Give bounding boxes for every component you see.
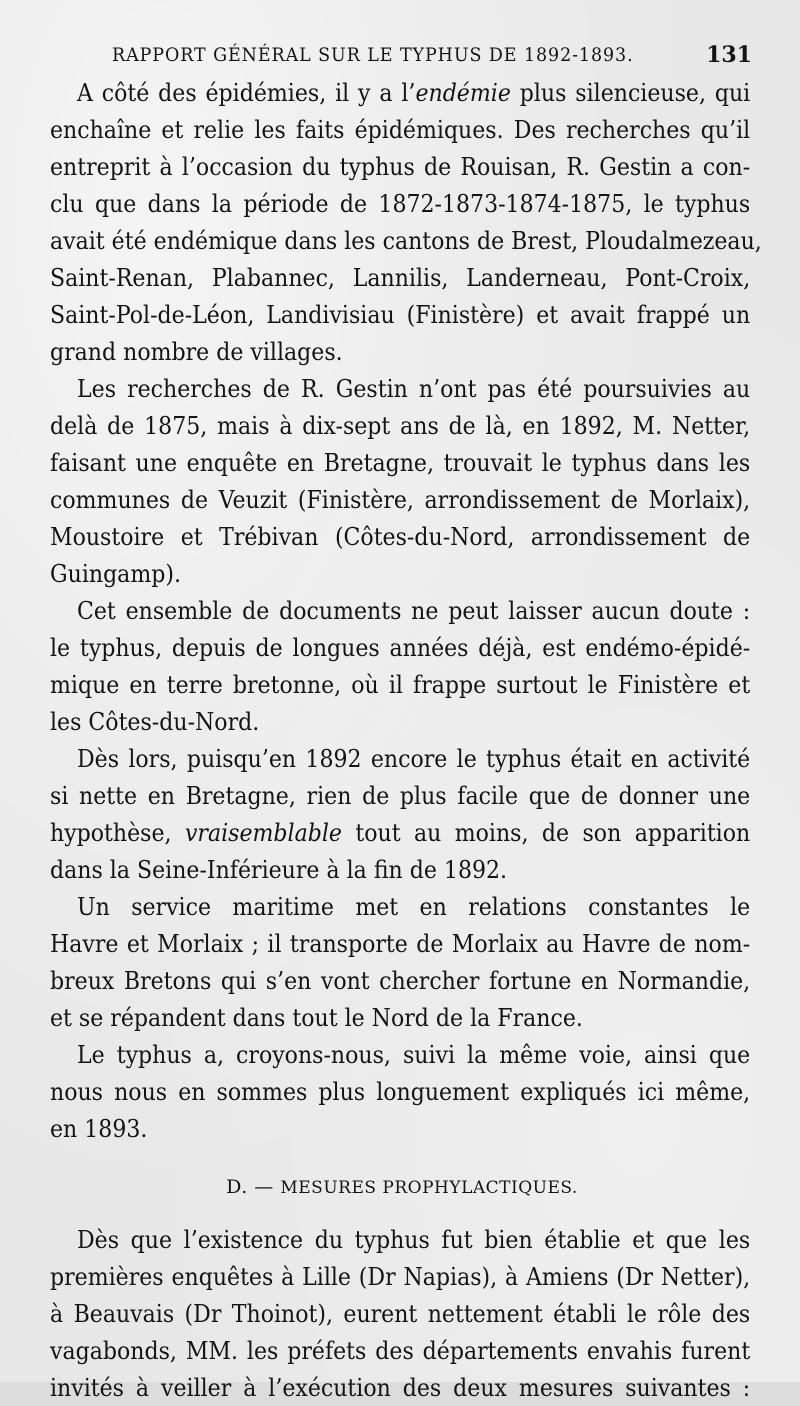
- text-line: avait été endémique dans les cantons de Brest, Ploudalmezeau,: [50, 226, 762, 255]
- section-heading: [50, 1167, 754, 1207]
- text-line: breux Bretons qui s’en vont chercher fortune en Normandie,: [50, 966, 751, 995]
- emphasis: vraisemblable: [184, 818, 342, 847]
- text-line: si nette en Bretagne, rien de plus facile que de donner une: [50, 781, 751, 810]
- text-line: Un service maritime met en relations constantes le: [77, 892, 751, 921]
- running-title: RAPPORT GÉNÉRAL SUR LE TYPHUS DE 1892-1893.: [112, 44, 634, 66]
- line-text-part: tout au moins, de son apparition: [341, 818, 751, 847]
- paragraph: [50, 592, 754, 740]
- text-line: les Côtes-du-Nord.: [50, 707, 260, 736]
- text-line: en 1893.: [50, 1114, 148, 1143]
- text-line: faisant une enquête en Bretagne, trouvait le typhus dans les: [50, 448, 751, 477]
- text-line: vagabonds, MM. les préfets des départements envahis furent: [50, 1336, 751, 1365]
- text-line: le typhus, depuis de longues années déjà, est endémo-épidé-: [50, 633, 751, 662]
- text-line: Moustoire et Trébivan (Côtes-du-Nord, arrondissement de: [50, 522, 751, 551]
- line-text-part: hypothèse,: [50, 818, 185, 847]
- text-line: dans la Seine-Inférieure à la fin de 1892.: [50, 855, 508, 884]
- text-line: Saint-Pol-de-Léon, Landivisiau (Finistère) et avait frappé un: [50, 300, 751, 329]
- section-letter: D. —: [226, 1176, 281, 1198]
- line-text-part: A côté des épidémies, il y a l’: [77, 78, 416, 107]
- text-line: Les recherches de R. Gestin n’ont pas été poursuivies au: [77, 374, 751, 403]
- text-line: [50, 74, 750, 111]
- line-text-part: plus silencieuse, qui: [510, 78, 751, 107]
- paragraph: [50, 740, 754, 888]
- emphasis: endémie: [415, 78, 511, 107]
- text-line: delà de 1875, mais à dix-sept ans de là, en 1892, M. Netter,: [50, 411, 751, 440]
- text-line: Cet ensemble de documents ne peut laisser aucun doute :: [77, 596, 751, 625]
- text-line: Saint-Renan, Plabannec, Lannilis, Landerneau, Pont-Croix,: [50, 263, 751, 292]
- page-number: 131: [706, 42, 752, 68]
- paragraph: [50, 1036, 754, 1147]
- text-line: mique en terre bretonne, où il frappe surtout le Finistère et: [50, 670, 751, 699]
- text-line: nous nous en sommes plus longuement expliqués ici même,: [50, 1077, 751, 1106]
- text-line: Guingamp).: [50, 559, 181, 588]
- body-text: [50, 74, 762, 1406]
- text-line: entreprit à l’occasion du typhus de Rouisan, R. Gestin a con-: [50, 152, 751, 181]
- paragraph: [50, 74, 762, 370]
- paragraph: [50, 370, 754, 592]
- text-line: clu que dans la période de 1872-1873-1874-1875, le typhus: [50, 189, 751, 218]
- text-line: et se répandent dans tout le Nord de la France.: [50, 1003, 583, 1032]
- section-title: MESURES PROPHYLACTIQUES.: [280, 1178, 578, 1198]
- paragraph: [50, 888, 754, 1036]
- text-line: Dès lors, puisqu’en 1892 encore le typhus était en activité: [77, 744, 751, 773]
- text-line: enchaîne et relie les faits épidémiques. Des recherches qu’il: [50, 115, 751, 144]
- text-line: invités à veiller à l’exécution des deux mesures suivantes :: [50, 1373, 751, 1402]
- text-line: communes de Veuzit (Finistère, arrondissement de Morlaix),: [50, 485, 751, 514]
- paragraph: [50, 1221, 754, 1406]
- text-line: Le typhus a, croyons-nous, suivi la même voie, ainsi que: [77, 1040, 751, 1069]
- text-line: à Beauvais (Dr Thoinot), eurent nettement établi le rôle des: [50, 1299, 751, 1328]
- text-line: Dès que l’existence du typhus fut bien établie et que les: [77, 1225, 751, 1254]
- text-line: grand nombre de villages.: [50, 337, 343, 366]
- text-line: [50, 814, 750, 851]
- text-line: premières enquêtes à Lille (Dr Napias), à Amiens (Dr Netter),: [50, 1262, 751, 1291]
- running-head: [50, 34, 754, 74]
- text-line: Havre et Morlaix ; il transporte de Morlaix au Havre de nom-: [50, 929, 751, 958]
